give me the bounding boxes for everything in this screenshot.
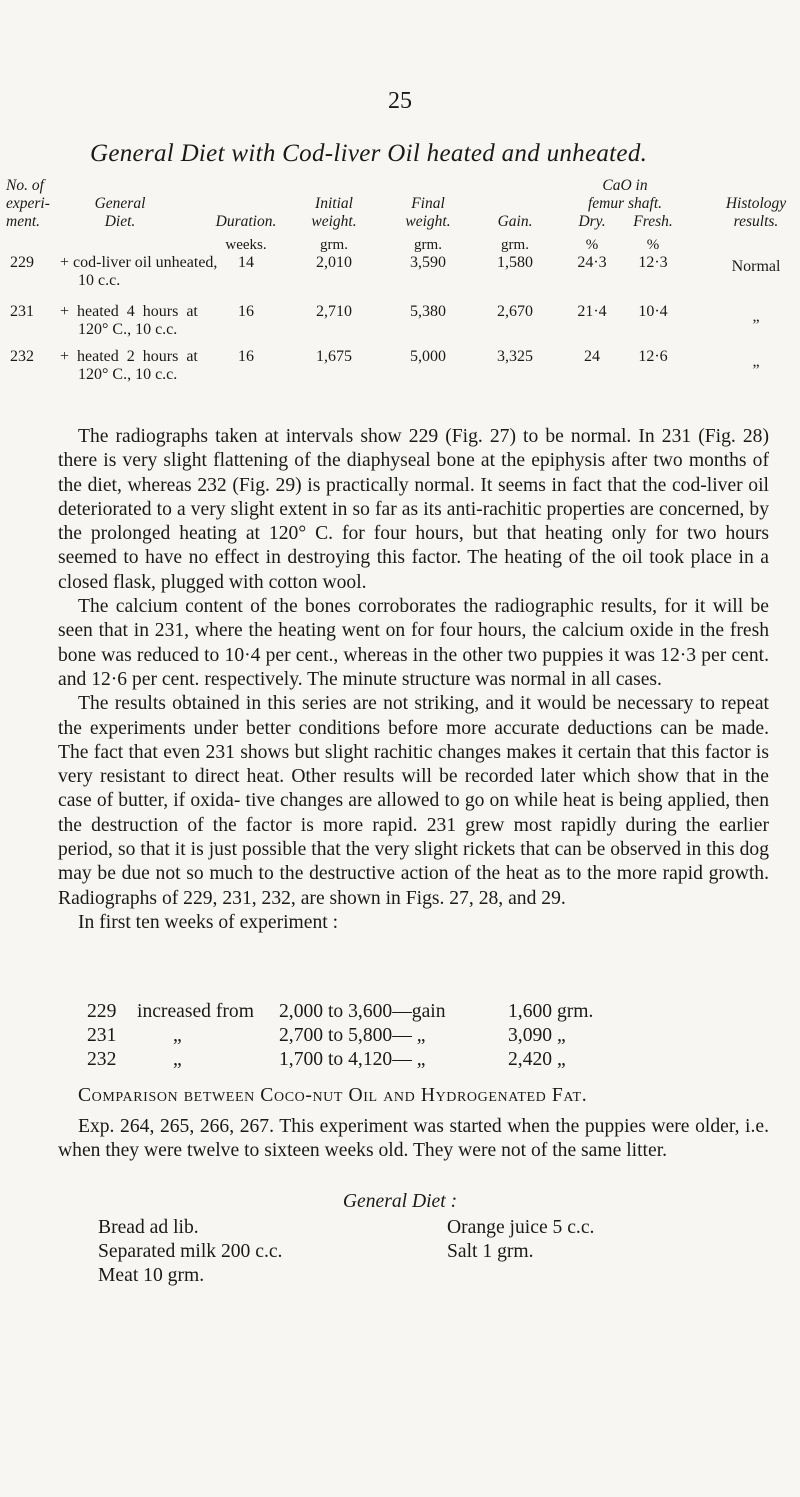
cell-gain: 2,670 [497, 303, 533, 320]
unit-gain: grm. [501, 237, 529, 253]
header-duration: Duration. [215, 213, 277, 230]
header-diet-line1: General [94, 195, 146, 212]
gain-no: 231 [87, 1025, 117, 1046]
header-initial-line2: weight. [311, 213, 357, 230]
cell-fresh: 10·4 [638, 303, 668, 320]
cell-duration: 16 [238, 348, 254, 365]
gain-verb: „ [173, 1049, 182, 1070]
header-initial-line1: Initial [315, 195, 353, 212]
diet-title: General Diet : [342, 1191, 458, 1212]
unit-dry: % [585, 237, 599, 253]
header-dry: Dry. [578, 213, 606, 230]
header-final-line1: Final [411, 195, 445, 212]
gain-range: 2,700 to 5,800— „ [279, 1025, 426, 1046]
header-gain: Gain. [497, 213, 533, 230]
header-no-line1: No. of [6, 177, 44, 194]
cell-diet-line1: + cod-liver oil unheated, [60, 254, 218, 271]
diet-item: Separated milk 200 c.c. [98, 1241, 283, 1262]
paragraph: The results obtained in this series are not striking, and it would be necessary to repeat the experiments under better conditions before more accurate deductions can be made. The fact that even 231 shows but slight rachitic changes makes it certain that this factor is very resistant to direct heat. Other results will be recorded later which show that in the case of butter, if oxida- tive changes are allowed to go on while heat is being applied, then the destruction of the factor is more rapid. 231 grew most rapidly during the earlier period, so that it is just possible that the very slight rickets that can be observed in this dog may be due not so much to the destructive action of the heat as to the more rapid growth. Radiographs of 229, 231, 232, are shown in Figs. 27, 28, and 29. [58, 693, 769, 909]
gain-range: 1,700 to 4,120— „ [279, 1049, 426, 1070]
diet-item: Meat 10 grm. [98, 1265, 205, 1286]
section-title: Comparison between Coco-nut Oil and Hydrogenated Fat. [78, 1085, 588, 1106]
paragraph: Exp. 264, 265, 266, 267. This experiment was started when the puppies were older, i.e. when they were twelve to sixteen weeks old. They were not of the same litter. [58, 1116, 769, 1162]
cell-dry: 21·4 [577, 303, 607, 320]
cell-histology: „ [752, 308, 760, 325]
cell-initial: 2,010 [316, 254, 352, 271]
cell-diet-line1: + heated 2 hours at [60, 348, 198, 365]
cell-histology: „ [752, 353, 760, 370]
cell-no: 229 [10, 254, 34, 271]
header-histology-line1: Histology [725, 195, 787, 212]
diet-item [98, 1216, 199, 1240]
cell-dry: 24·3 [577, 254, 607, 271]
cell-diet-line2: 120° C., 10 c.c. [78, 321, 178, 338]
cell-histology: Normal [731, 258, 781, 275]
cell-fresh: 12·6 [638, 348, 668, 365]
header-no-line3: ment. [6, 213, 41, 230]
cell-gain: 1,580 [497, 254, 533, 271]
unit-initial: grm. [320, 237, 348, 253]
cell-duration: 14 [238, 254, 254, 271]
header-fresh: Fresh. [633, 213, 673, 230]
header-diet-line2: Diet. [104, 213, 136, 230]
cell-final: 3,590 [410, 254, 446, 271]
cell-final: 5,380 [410, 303, 446, 320]
header-final-line2: weight. [405, 213, 451, 230]
header-cao-line1: CaO in [602, 177, 648, 194]
gain-range: 2,000 to 3,600—gain [279, 1001, 446, 1022]
body-text [58, 425, 769, 935]
cell-diet-line2: 120° C., 10 c.c. [78, 366, 178, 383]
cell-gain: 3,325 [497, 348, 533, 365]
diet-item-text: Bread ad lib. [98, 1217, 199, 1238]
unit-duration: weeks. [225, 237, 267, 253]
gain-no: 232 [87, 1049, 117, 1070]
unit-final: grm. [414, 237, 442, 253]
header-cao-line2: femur shaft. [587, 195, 663, 212]
gain-verb: increased from [137, 1001, 254, 1022]
paragraph: The radiographs taken at intervals show 229 (Fig. 27) to be normal. In 231 (Fig. 28) there is very slight flattening of the diaphyseal bone at the epiphysis after two months of the diet, whereas 232 (Fig. 29) is practically normal. It seems in fact that the cod-liver oil deteriorated to a very slight extent in so far as its anti-rachitic properties are concerned, by the prolonged heating at 120° C. for four hours, but that heating only for two hours seemed to have no effect in destroying this factor. The heating of the oil took place in a closed flask, plugged with cotton wool. [58, 426, 769, 593]
cell-initial: 2,710 [316, 303, 352, 320]
header-histology-line2: results. [733, 213, 779, 230]
table-title: General Diet with Cod-liver Oil heated and unheated. [90, 140, 648, 167]
diet-item: Salt 1 grm. [447, 1241, 534, 1262]
cell-no: 231 [10, 303, 34, 320]
gain-amount: 1,600 grm. [508, 1001, 594, 1022]
paragraph: The calcium content of the bones corroborates the radiographic results, for it will be seen that in 231, where the heating went on for four hours, the calcium oxide in the fresh bone was reduced to 10·4 per cent., whereas in the other two puppies it was 12·3 per cent. and 12·6 per cent. respectively. The minute structure was normal in all cases. [58, 596, 769, 690]
gain-amount: 2,420 „ [508, 1049, 566, 1070]
header-no-line2: experi- [6, 195, 50, 212]
page-number: 25 [388, 88, 412, 114]
cell-diet-line1: + heated 4 hours at [60, 303, 198, 320]
gain-amount: 3,090 „ [508, 1025, 566, 1046]
unit-fresh: % [646, 237, 660, 253]
cell-diet-line2: 10 c.c. [78, 272, 121, 289]
paragraph: In first ten weeks of experiment : [78, 911, 339, 933]
gain-no: 229 [87, 1001, 117, 1022]
cell-no: 232 [10, 348, 34, 365]
gain-verb: „ [173, 1025, 182, 1046]
cell-dry: 24 [584, 348, 600, 365]
diet-item: Orange juice 5 c.c. [447, 1217, 595, 1238]
cell-duration: 16 [238, 303, 254, 320]
experiment-text [58, 1115, 769, 1164]
cell-initial: 1,675 [316, 348, 352, 365]
cell-fresh: 12·3 [638, 254, 668, 271]
cell-final: 5,000 [410, 348, 446, 365]
